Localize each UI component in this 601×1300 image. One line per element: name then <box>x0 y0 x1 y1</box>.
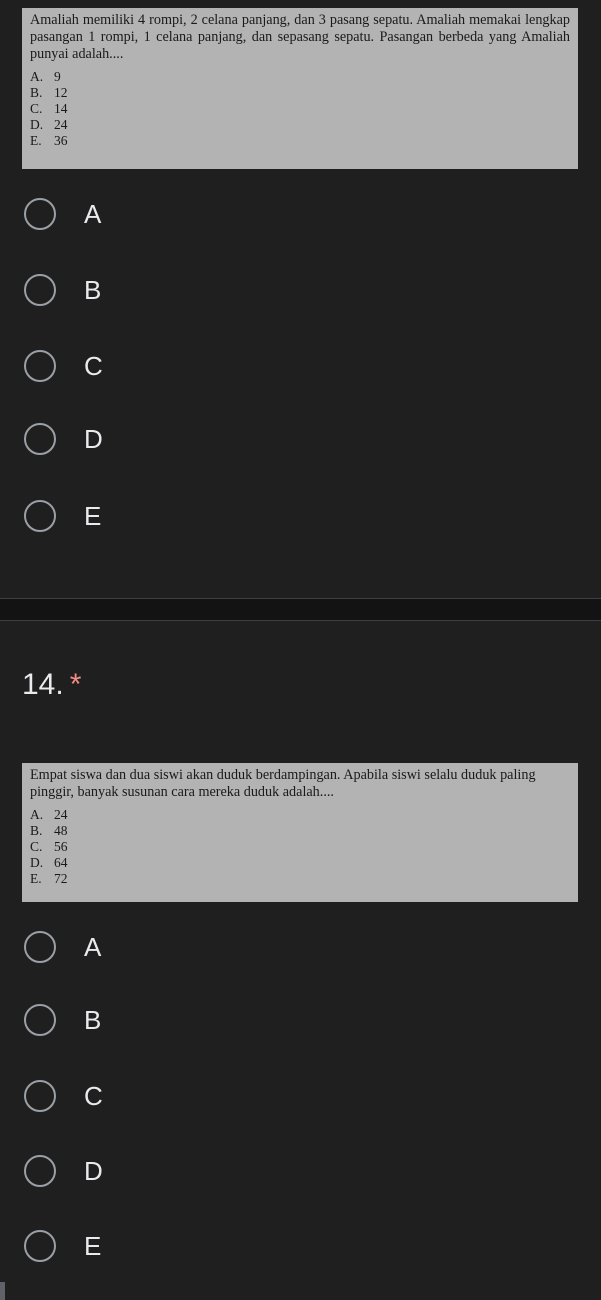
question-14-title <box>22 668 81 702</box>
choice-label: D <box>84 1155 103 1186</box>
choice-label: A <box>84 931 102 962</box>
q13-choice-d[interactable] <box>22 417 322 461</box>
question-14-stem: Empat siswa dan dua siswi akan duduk berdampingan. Apabila siswi selalu duduk paling pinggir, banyak susunan cara mereka duduk adalah.... <box>30 767 536 800</box>
q13-choice-e[interactable] <box>22 494 322 538</box>
choice-label: E <box>84 500 102 531</box>
question-14-image-option-b: B. 48 <box>30 823 68 838</box>
radio-button[interactable] <box>24 500 56 532</box>
question-13-image-option-b: B. 12 <box>30 85 68 100</box>
q14-choice-e[interactable] <box>22 1224 322 1268</box>
required-asterisk: * <box>69 668 82 701</box>
q14-choice-d[interactable] <box>22 1149 322 1193</box>
q14-choice-b[interactable] <box>22 998 322 1042</box>
q14-choice-a[interactable] <box>22 925 322 969</box>
question-13-image-option-c: C. 14 <box>30 101 68 116</box>
question-14-image <box>22 763 578 902</box>
choice-label: D <box>84 423 103 454</box>
q13-choice-b[interactable] <box>22 268 322 312</box>
q13-choice-a[interactable] <box>22 192 322 236</box>
choice-label: C <box>84 350 103 381</box>
section-divider <box>0 598 601 621</box>
question-13-image <box>22 8 578 169</box>
question-14-image-option-d: D. 64 <box>30 855 68 870</box>
question-13-image-option-d: D. 24 <box>30 117 68 132</box>
question-14-image-option-c: C. 56 <box>30 839 68 854</box>
question-14-image-option-e: E. 72 <box>30 871 68 886</box>
q13-choice-c[interactable] <box>22 344 322 388</box>
question-number: 14. <box>22 668 64 701</box>
choice-label: B <box>84 1004 102 1035</box>
radio-button[interactable] <box>24 423 56 455</box>
choice-label: B <box>84 274 102 305</box>
radio-button[interactable] <box>24 350 56 382</box>
radio-button[interactable] <box>24 1155 56 1187</box>
question-13-stem: Amaliah memiliki 4 rompi, 2 celana panjang, dan 3 pasang sepatu. Amaliah memakai lengkap pasangan 1 rompi, 1 celana panjang, dan sepasang sepatu. Pasangan berbeda yang Amaliah punyai adalah.... <box>30 12 570 62</box>
radio-button[interactable] <box>24 198 56 230</box>
radio-button[interactable] <box>24 931 56 963</box>
scroll-indicator <box>0 1282 5 1300</box>
radio-button[interactable] <box>24 1230 56 1262</box>
radio-button[interactable] <box>24 274 56 306</box>
radio-button[interactable] <box>24 1080 56 1112</box>
choice-label: A <box>84 198 102 229</box>
q14-choice-c[interactable] <box>22 1074 322 1118</box>
question-13-image-option-e: E. 36 <box>30 133 68 148</box>
question-13-image-option-a: A. 9 <box>30 69 61 84</box>
choice-label: C <box>84 1080 103 1111</box>
radio-button[interactable] <box>24 1004 56 1036</box>
choice-label: E <box>84 1230 102 1261</box>
question-14-image-option-a: A. 24 <box>30 807 68 822</box>
